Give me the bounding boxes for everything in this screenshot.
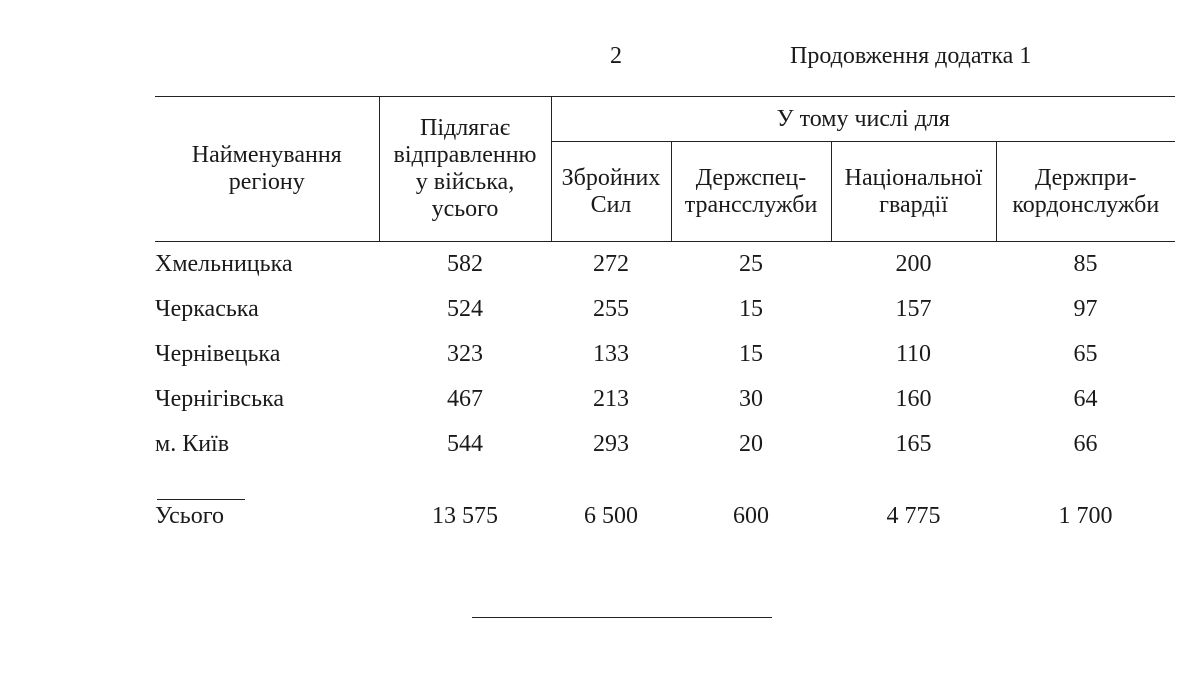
column-header-armed-forces — [551, 142, 671, 242]
region-cell: Черкаська — [155, 296, 259, 322]
column-header-region-line-2: регіону — [228, 169, 305, 195]
column-header-region — [155, 97, 379, 242]
table-row — [155, 377, 1175, 422]
column-header-total-line-3: у війська, — [415, 169, 515, 195]
table-row — [155, 242, 1175, 288]
column-header-national-guard-line-1: Національної — [844, 164, 983, 191]
armed-forces-cell: 133 — [593, 341, 629, 367]
national-guard-cell: 160 — [895, 386, 932, 412]
national-guard-cell: 200 — [895, 251, 932, 277]
continuation-title: Продовження додатка 1 — [790, 43, 1032, 69]
special-transport-sum-cell: 600 — [733, 503, 769, 529]
special-transport-cell: 20 — [739, 431, 763, 457]
armed-forces-cell: 255 — [593, 296, 629, 322]
column-header-total-line-2: відправленню — [393, 142, 537, 168]
national-guard-cell: 157 — [895, 296, 932, 322]
armed-forces-cell: 213 — [593, 386, 629, 412]
region-cell: Чернігівська — [155, 386, 285, 412]
armed-forces-cell: 272 — [593, 251, 629, 277]
total-cell: 524 — [447, 296, 483, 322]
border-service-cell: 64 — [1073, 386, 1098, 412]
column-header-total-line-1: Підлягає — [419, 115, 511, 141]
special-transport-cell: 15 — [739, 341, 763, 367]
region-cell: Чернівецька — [155, 341, 281, 367]
national-guard-cell: 110 — [895, 341, 932, 367]
region-cell: Хмельницька — [155, 251, 293, 277]
table-row — [155, 422, 1175, 467]
total-sum-cell: 13 575 — [432, 503, 498, 529]
column-header-total — [379, 97, 551, 242]
total-row — [155, 503, 1175, 533]
column-header-total-line-4: усього — [431, 196, 499, 222]
column-header-national-guard-line-2: гвардії — [879, 191, 948, 218]
national-guard-cell: 165 — [895, 431, 932, 457]
column-header-armed-forces-line-1: Збройних — [561, 164, 661, 191]
column-header-border-service-line-1: Держпри- — [1034, 164, 1137, 191]
column-header-special-transport — [671, 142, 831, 242]
total-separator-line — [157, 499, 245, 500]
column-header-special-transport-line-2: трансслужби — [684, 191, 818, 218]
column-header-armed-forces-line-2: Сил — [590, 191, 632, 218]
column-header-border-service-line-2: кордонслужби — [1012, 191, 1160, 218]
border-service-cell: 66 — [1073, 431, 1098, 457]
border-service-cell: 65 — [1073, 341, 1098, 367]
total-cell: 467 — [447, 386, 483, 412]
total-label-cell: Усього — [155, 503, 224, 529]
table-row — [155, 332, 1175, 377]
table-row — [155, 287, 1175, 332]
column-header-special-transport-line-1: Держспец- — [695, 164, 807, 191]
spacer-row — [155, 467, 1175, 503]
total-cell: 582 — [447, 251, 483, 277]
special-transport-cell: 30 — [739, 386, 763, 412]
total-cell: 544 — [447, 431, 483, 457]
spacer-cell — [155, 467, 1175, 503]
column-header-national-guard — [831, 142, 996, 242]
footer-separator-line — [472, 617, 772, 618]
region-cell: м. Київ — [155, 431, 230, 457]
border-service-cell: 97 — [1073, 296, 1098, 322]
column-header-region-line-1: Найменування — [191, 142, 342, 168]
special-transport-cell: 25 — [739, 251, 763, 277]
total-cell: 323 — [447, 341, 483, 367]
armed-forces-sum-cell: 6 500 — [584, 503, 638, 529]
border-service-sum-cell: 1 700 — [1058, 503, 1113, 529]
page-number: 2 — [610, 43, 622, 69]
national-guard-sum-cell: 4 775 — [886, 503, 941, 529]
special-transport-cell: 15 — [739, 296, 763, 322]
data-table — [155, 96, 1175, 533]
border-service-cell: 85 — [1073, 251, 1098, 277]
column-group-header: У тому числі для — [551, 97, 1175, 142]
column-header-border-service — [996, 142, 1175, 242]
armed-forces-cell: 293 — [593, 431, 629, 457]
